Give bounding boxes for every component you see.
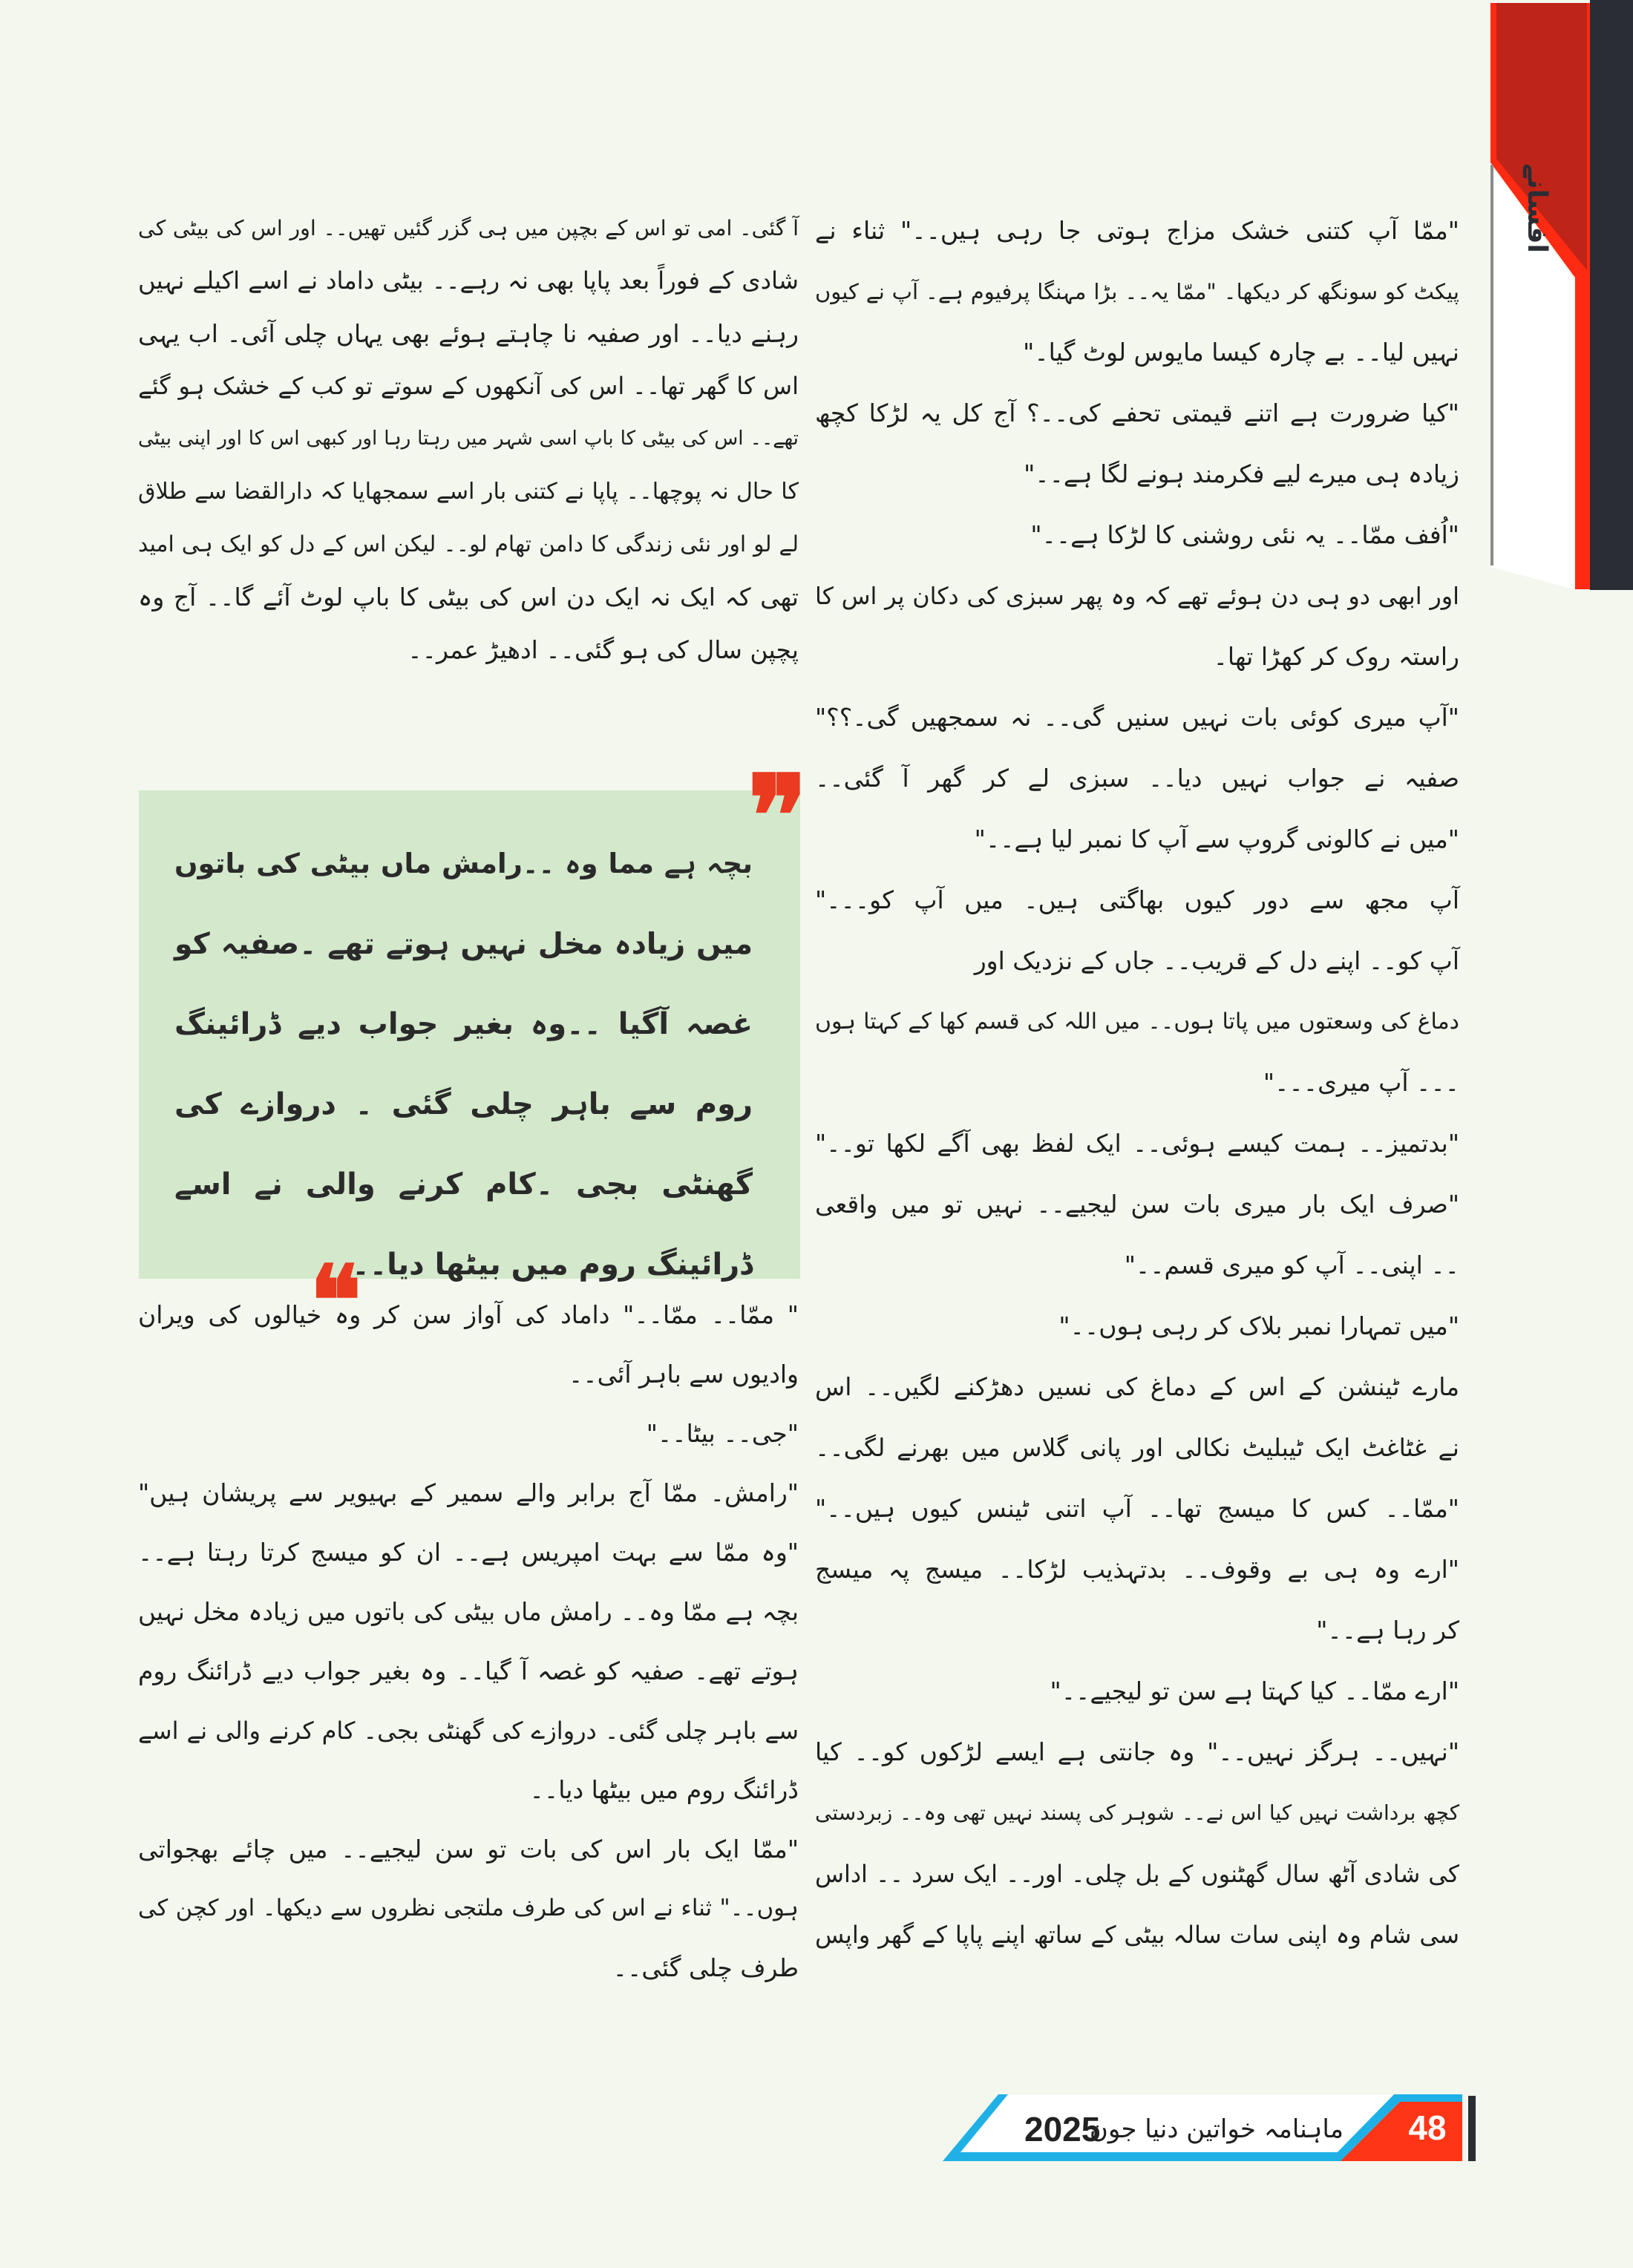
text-line: "میں تمہارا نمبر بلاک کر رہی ہوں۔۔" xyxy=(1058,1311,1459,1340)
text-line: گھنٹی بجی ۔کام کرنے والی نے اسے xyxy=(174,1167,753,1202)
text-line: "ممّا آپ کتنی خشک مزاج ہوتی جا رہی ہیں۔۔" ثناء نے xyxy=(815,216,1459,245)
text-line: طرف چلی گئی۔۔ xyxy=(612,1953,799,1982)
issue-year: 2025 xyxy=(1024,2110,1101,2149)
text-line: پچپن سال کی ہو گئی۔۔ ادھیڑ عمر۔۔ xyxy=(408,635,799,664)
quote-open-icon: ❞ xyxy=(747,751,808,882)
text-line: تھے۔۔ اس کی بیٹی کا باپ اسی شہر میں رہتا رہا اور کبھی اس کا اور اپنی بیٹی xyxy=(138,427,799,450)
side-dark-bar xyxy=(1590,0,1633,590)
text-line: "جی۔۔ بیٹا۔۔" xyxy=(646,1419,799,1448)
text-line: نہیں لیا۔۔ بے چارہ کیسا مایوس لوٹ گیا۔" xyxy=(1023,338,1459,367)
text-line: لے لو اور نئی زندگی کا دامن تھام لو۔۔ لیکن اس کے دل کو ایک ہی امید xyxy=(138,531,799,557)
text-line: آپ کو۔۔ اپنے دل کے قریب۔۔ جاں کے نزدیک اور xyxy=(974,946,1459,975)
text-line: روم سے باہر چلی گئی ۔ دروازے کی xyxy=(174,1087,753,1121)
section-label-text: افسانے xyxy=(1521,163,1552,253)
text-line: وادیوں سے باہر آئی۔۔ xyxy=(568,1360,799,1389)
text-line: شادی کے فوراً بعد پاپا بھی نہ رہے۔۔ بیٹی داماد نے اسے اکیلے نہیں xyxy=(138,266,799,295)
text-line: غصہ آگیا ۔۔وہ بغیر جواب دیے ڈرائینگ xyxy=(174,1007,753,1041)
text-line: "میں نے کالونی گروپ سے آپ کا نمبر لیا ہے۔۔" xyxy=(974,825,1459,853)
text-line: مارے ٹینشن کے اس کے دماغ کی نسیں دھڑکنے لگیں۔۔ اس xyxy=(815,1372,1459,1401)
text-line: راستہ روک کر کھڑا تھا۔ xyxy=(1213,642,1459,671)
text-line: ڈرائینگ روم میں بیٹھا دیا۔۔ xyxy=(352,1248,753,1282)
section-label xyxy=(1514,163,1559,253)
text-line: زیادہ ہی میرے لیے فکرمند ہونے لگا ہے۔۔" xyxy=(1024,459,1459,488)
quote-close-icon: ❝ xyxy=(310,1244,361,1357)
text-line: نے غٹاغٹ ایک ٹیبلیٹ نکالی اور پانی گلاس میں بھرنے لگی۔۔ xyxy=(815,1433,1459,1462)
section-tab xyxy=(1490,3,1590,589)
text-line: "ارے وہ ہی بے وقوف۔۔ بدتہذیب لڑکا۔۔ میسج پہ میسج xyxy=(815,1555,1459,1584)
text-line: سے باہر چلی گئی۔ دروازے کی گھنٹی بجی۔ کام کرنے والی نے اسے xyxy=(138,1717,799,1745)
text-line: تھی کہ ایک نہ ایک دن اس کی بیٹی کا باپ لوٹ آئے گا۔۔ آج وہ xyxy=(138,583,799,612)
text-line: بچہ ہے ممّا وہ۔۔ رامش ماں بیٹی کی باتوں میں زیادہ مخل نہیں xyxy=(138,1598,799,1626)
text-line: "صرف ایک بار میری بات سن لیجیے۔۔ نہیں تو میں واقعی xyxy=(815,1190,1459,1219)
magazine-name: ماہنامہ خواتین دنیا جون xyxy=(1089,2114,1344,2144)
text-line: "ممّا۔۔ کس کا میسج تھا۔۔ آپ اتنی ٹینس کیوں ہیں۔۔" xyxy=(815,1494,1459,1523)
text-line: "نہیں۔۔ ہرگز نہیں۔۔" وہ جانتی ہے ایسے لڑکوں کو۔۔ کیا xyxy=(815,1737,1459,1766)
text-line: کچھ برداشت نہیں کیا اس نے۔۔ شوہر کی پسند نہیں تھی وہ۔۔ زبردستی xyxy=(815,1800,1459,1825)
text-line: "رامش۔ ممّا آج برابر والے سمیر کے بہیویر سے پریشان ہیں" xyxy=(138,1478,799,1507)
text-line: "بدتمیز۔۔ ہمت کیسے ہوئی۔۔ ایک لفظ بھی آگے لکھا تو۔۔" xyxy=(815,1129,1459,1158)
section-tab-shape xyxy=(1490,3,1590,589)
text-line: "وہ ممّا سے بہت امپریس ہے۔۔ ان کو میسج کرتا رہتا ہے۔۔ xyxy=(138,1538,799,1567)
text-line: صفیہ نے جواب نہیں دیا۔۔ سبزی لے کر گھر آ گئی۔۔ xyxy=(815,764,1459,793)
page-number: 48 xyxy=(1408,2108,1447,2147)
text-line: کر رہا ہے۔۔" xyxy=(1316,1616,1459,1645)
text-line: ۔۔ اپنی۔۔ آپ کو میری قسم۔۔" xyxy=(1124,1251,1459,1279)
text-line: "کیا ضرورت ہے اتنے قیمتی تحفے کی۔۔؟ آج کل یہ لڑکا کچھ xyxy=(815,399,1459,427)
page-footer xyxy=(943,2093,1477,2167)
text-line: کی شادی آٹھ سال گھٹنوں کے بل چلی۔ اور۔۔ ایک سرد ۔۔ اداس xyxy=(815,1860,1459,1888)
text-line: آ گئی۔ امی تو اس کے بچپن میں ہی گزر گئیں تھیں۔۔ اور اس کی بیٹی کی xyxy=(138,216,799,240)
text-line: سی شام وہ اپنی سات سالہ بیٹی کے ساتھ اپنے پاپا کے گھر واپس xyxy=(815,1921,1459,1949)
text-line: رہنے دیا۔۔ اور صفیہ نا چاہتے ہوئے بھی یہاں چلی آئی۔ اب یہی xyxy=(138,319,799,348)
text-line: میں زیادہ مخل نہیں ہوتے تھے ۔صفیہ کو xyxy=(174,927,753,961)
text-line: آپ مجھ سے دور کیوں بھاگتی ہیں۔ میں آپ کو۔۔۔" xyxy=(815,885,1459,914)
text-line: ۔۔۔ آپ میری۔۔۔" xyxy=(1263,1068,1459,1097)
pull-quote-text xyxy=(174,824,753,1305)
text-line: دماغ کی وسعتوں میں پاتا ہوں۔۔ میں اللہ کی قسم کھا کے کہتا ہوں xyxy=(815,1009,1459,1035)
text-line: "ارے ممّا۔۔ کیا کہتا ہے سن تو لیجیے۔۔" xyxy=(1050,1677,1459,1705)
text-line: اس کا گھر تھا۔۔ اس کی آنکھوں کے سوتے تو کب کے خشک ہو گئے xyxy=(138,372,799,400)
article-column-left-bottom xyxy=(138,1285,799,1998)
text-line: ڈرائنگ روم میں بیٹھا دیا۔۔ xyxy=(529,1775,799,1804)
text-line: پیکٹ کو سونگھ کر دیکھا۔ "ممّا یہ۔۔ بڑا مہنگا پرفیوم ہے۔ آپ نے کیوں xyxy=(815,279,1459,304)
text-line: کا حال نہ پوچھا۔۔ پاپا نے کتنی بار اسے سمجھایا کہ دارالقضا سے طلاق xyxy=(138,479,799,505)
text-line: " ممّا۔۔ ممّا۔۔" داماد کی آواز سن کر وہ خیالوں کی ویران xyxy=(138,1300,799,1329)
article-column-left-top xyxy=(138,202,799,676)
text-line: ہوں۔۔" ثناء نے اس کی طرف ملتجی نظروں سے دیکھا۔ اور کچن کی xyxy=(138,1895,799,1921)
text-line: "اُفف ممّا۔۔ یہ نئی روشنی کا لڑکا ہے۔۔" xyxy=(1030,520,1459,549)
text-line: "ممّا ایک بار اس کی بات تو سن لیجیے۔۔ میں چائے بھجواتی xyxy=(138,1835,799,1864)
text-line: ہوتے تھے۔ صفیہ کو غصہ آ گیا۔۔ وہ بغیر جواب دیے ڈرائنگ روم xyxy=(138,1656,799,1685)
article-column-right xyxy=(815,200,1459,1965)
text-line: "آپ میری کوئی بات نہیں سنیں گی۔۔ نہ سمجھیں گی۔؟؟" xyxy=(815,703,1459,732)
text-line: بچہ ہے مما وہ ۔۔رامش ماں بیٹی کی باتوں xyxy=(174,848,753,879)
text-line: اور ابھی دو ہی دن ہوئے تھے کہ وہ پھر سبزی کی دکان پر اس کا xyxy=(815,582,1459,610)
